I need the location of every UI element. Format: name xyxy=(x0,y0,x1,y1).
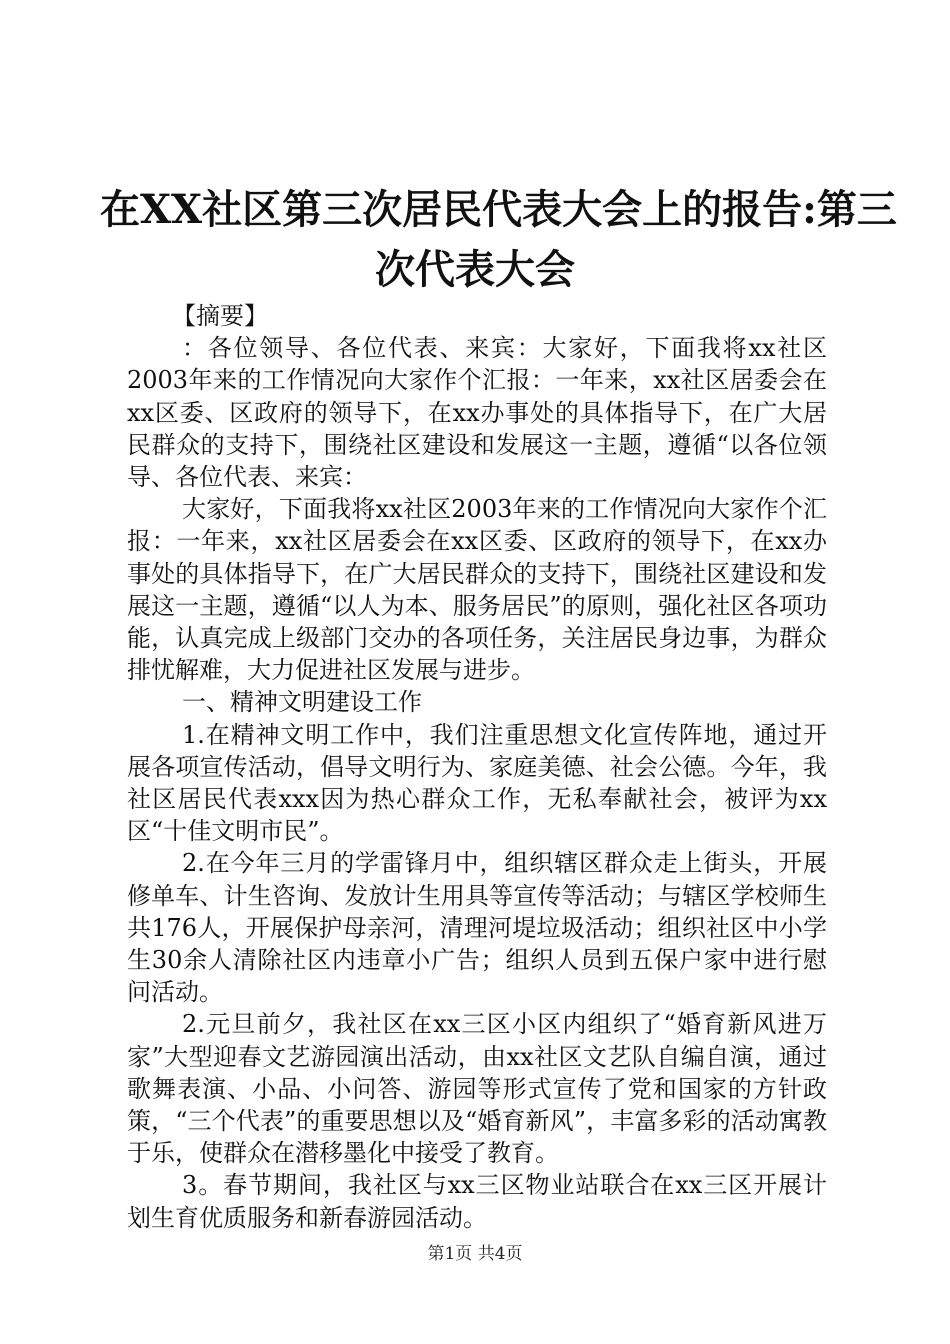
body-paragraph: 1.在精神文明工作中，我们注重思想文化宣传阵地，通过开展各项宣传活动，倡导文明行为、家庭美德、社会公德。今年，我社区居民代表xxx因为热心群众工作，无私奉献社会，被评为xx区“十佳文明市民”。 xyxy=(127,720,827,846)
body-paragraph: 2.元旦前夕，我社区在xx三区小区内组织了“婚育新风进万家”大型迎春文艺游园演出活动，由xx社区文艺队自编自演，通过歌舞表演、小品、小问答、游园等形式宣传了党和国家的方针政策，“三个代表”的重要思想以及“婚育新风”，丰富多彩的活动寓教于乐，使群众在潜移墨化中接受了教育。 xyxy=(127,1010,827,1168)
abstract-heading: 【摘要】 xyxy=(172,302,268,330)
document-title-line-2: 次代表大会 xyxy=(375,246,575,293)
body-paragraph: 2.在今年三月的学雷锋月中，组织辖区群众走上街头，开展修单车、计生咨询、发放计生用具等宣传等活动；与辖区学校师生共176人，开展保护母亲河，清理河堤垃圾活动；组织社区中小学生30余人清除社区内违章小广告；组织人员到五保户家中进行慰问活动。 xyxy=(127,849,827,1007)
section-heading: 一、精神文明建设工作 xyxy=(182,688,422,717)
document-title-line-1: 在XX社区第三次居民代表大会上的报告:第三 xyxy=(100,186,897,233)
body-paragraph: 3。春节期间，我社区与xx三区物业站联合在xx三区开展计划生育优质服务和新春游园活动。 xyxy=(127,1171,827,1232)
intro-paragraph: 大家好，下面我将xx社区2003年来的工作情况向大家作个汇报：一年来，xx社区居委会在xx区委、区政府的领导下，在xx办事处的具体指导下，在广大居民群众的支持下，围绕社区建设和发展这一主题，遵循“以人为本、服务居民”的原则，强化社区各项功能，认真完成上级部门交办的各项任务，关注居民身边事，为群众排忧解难，大力促进社区发展与进步。 xyxy=(127,495,827,685)
page-footer: 第1页 共4页 xyxy=(427,1244,523,1264)
document-body xyxy=(127,300,827,1234)
abstract-paragraph: ：各位领导、各位代表、来宾：大家好，下面我将xx社区2003年来的工作情况向大家作个汇报：一年来，xx社区居委会在xx区委、区政府的领导下，在xx办事处的具体指导下，在广大居民群众的支持下，围绕社区建设和发展这一主题，遵循“以各位领导、各位代表、来宾： xyxy=(127,334,827,492)
